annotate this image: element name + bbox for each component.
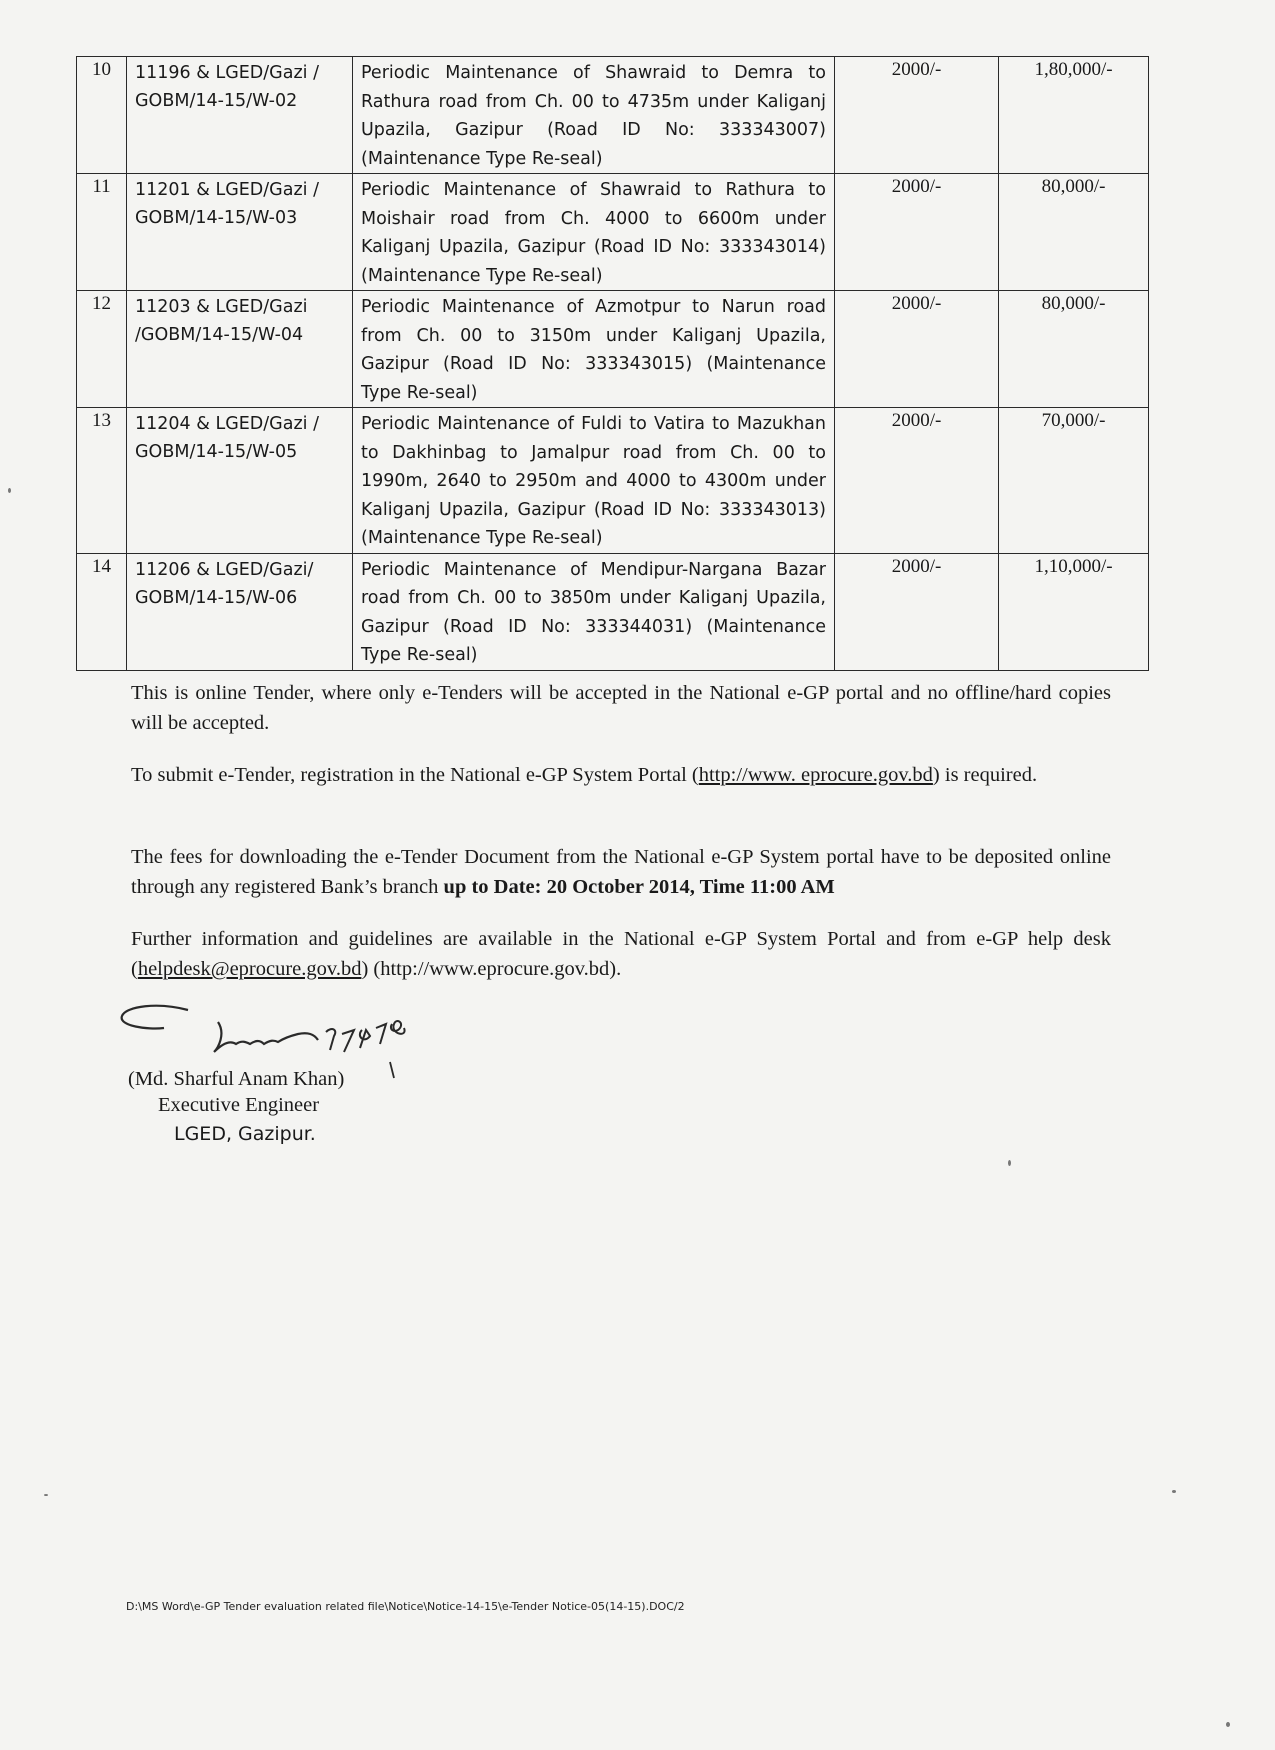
package-line: GOBM/14-15/W-05: [135, 442, 298, 462]
scan-speck: [8, 488, 11, 493]
footer-file-path: D:\MS Word\e-GP Tender evaluation related file\Notice\Notice-14-15\e-Tender Notice-05(14-15).DOC/2: [126, 1600, 685, 1613]
package-line: 11206 & LGED/Gazi/: [135, 559, 314, 580]
document-fee-cell: 2000/-: [835, 57, 999, 174]
eprocure-link[interactable]: http://www. eprocure.gov.bd: [698, 764, 933, 786]
package-cell: [127, 408, 353, 554]
document-fee-cell: 2000/-: [835, 174, 999, 291]
package-line: /GOBM/14-15/W-04: [135, 325, 304, 345]
registration-text-end: ) is required.: [932, 764, 1038, 786]
scan-speck: [1172, 1490, 1176, 1493]
further-info-text-end: ) (http://www.eprocure.gov.bd).: [361, 958, 622, 980]
description-cell: Periodic Maintenance of Fuldi to Vatira to Mazukhan to Dakhinbag to Jamalpur road from Ch. 00 to 1990m, 2640 to 2950m and 4000 to 4300m under Kaliganj Upazila, Gazipur (Road ID No: 333343013) (Maintenance Type Re-seal): [353, 408, 835, 554]
signatory-office: LGED, Gazipur.: [174, 1123, 316, 1145]
package-cell: [127, 174, 353, 291]
table-row: [77, 408, 1149, 554]
package-cell: [127, 291, 353, 408]
online-tender-text: This is online Tender, where only e-Tenders will be accepted in the National e-GP portal and no offline/hard copies will be accepted.: [131, 682, 1111, 734]
security-cell: 80,000/-: [999, 291, 1149, 408]
package-line: GOBM/14-15/W-02: [135, 91, 298, 111]
security-cell: 70,000/-: [999, 408, 1149, 554]
further-info-text: Further information and guidelines are available in the National e-GP System Portal and from e-GP help desk (: [131, 928, 1111, 980]
package-line: GOBM/14-15/W-06: [135, 587, 298, 608]
package-line: 11196 & LGED/Gazi /: [135, 63, 319, 83]
table-row: [77, 174, 1149, 291]
tender-table: [76, 56, 1149, 671]
registration-text: To submit e-Tender, registration in the National e-GP System Portal (: [131, 764, 699, 786]
document-fee-cell: 2000/-: [835, 553, 999, 670]
security-cell: 80,000/-: [999, 174, 1149, 291]
package-line: 11204 & LGED/Gazi /: [135, 414, 319, 434]
package-cell: [127, 553, 353, 670]
signatory-title: Executive Engineer: [158, 1094, 320, 1116]
table-row: [77, 553, 1149, 670]
fees-deadline: up to Date: 20 October 2014, Time 11:00 AM: [443, 876, 835, 898]
description-cell: Periodic Maintenance of Shawraid to Rathura to Moishair road from Ch. 4000 to 6600m under Kaliganj Upazila, Gazipur (Road ID No: 333343014)(Maintenance Type Re-seal): [353, 174, 835, 291]
signatory-name: (Md. Sharful Anam Khan): [128, 1068, 345, 1090]
security-cell: 1,80,000/-: [999, 57, 1149, 174]
sl-cell: 11: [77, 174, 127, 291]
document-fee-cell: 2000/-: [835, 291, 999, 408]
package-line: GOBM/14-15/W-03: [135, 208, 298, 228]
table-row: [77, 57, 1149, 174]
description-cell: Periodic Maintenance of Azmotpur to Narun road from Ch. 00 to 3150m under Kaliganj Upazila, Gazipur (Road ID No: 333343015) (Maintenance Type Re-seal): [353, 291, 835, 408]
document-fee-cell: 2000/-: [835, 408, 999, 554]
further-info-paragraph: [131, 924, 1111, 984]
scan-speck: [1226, 1722, 1230, 1727]
package-line: 11203 & LGED/Gazi: [135, 297, 308, 317]
package-cell: [127, 57, 353, 174]
helpdesk-email-link[interactable]: helpdesk@eprocure.gov.bd: [137, 958, 362, 980]
description-cell: Periodic Maintenance of Shawraid to Demra to Rathura road from Ch. 00 to 4735m under Kaliganj Upazila, Gazipur (Road ID No: 333343007) (Maintenance Type Re-seal): [353, 57, 835, 174]
table-row: [77, 291, 1149, 408]
sl-cell: 10: [77, 57, 127, 174]
security-cell: 1,10,000/-: [999, 553, 1149, 670]
fees-paragraph: [131, 842, 1111, 902]
sl-cell: 13: [77, 408, 127, 554]
package-line: 11201 & LGED/Gazi /: [135, 180, 319, 200]
fees-text: The fees for downloading the e-Tender Document from the National e-GP System portal have to be deposited online through any registered Bank’s branch: [131, 846, 1111, 898]
description-cell: Periodic Maintenance of Mendipur-Nargana Bazar road from Ch. 00 to 3850m under Kaliganj Upazila, Gazipur (Road ID No: 333344031) (Maintenance Type Re-seal): [353, 553, 835, 670]
sl-cell: 14: [77, 553, 127, 670]
sl-cell: 12: [77, 291, 127, 408]
registration-paragraph: [131, 760, 1111, 790]
scan-speck: [44, 1494, 48, 1496]
scan-speck: [1008, 1160, 1011, 1166]
online-tender-paragraph: [131, 678, 1111, 738]
